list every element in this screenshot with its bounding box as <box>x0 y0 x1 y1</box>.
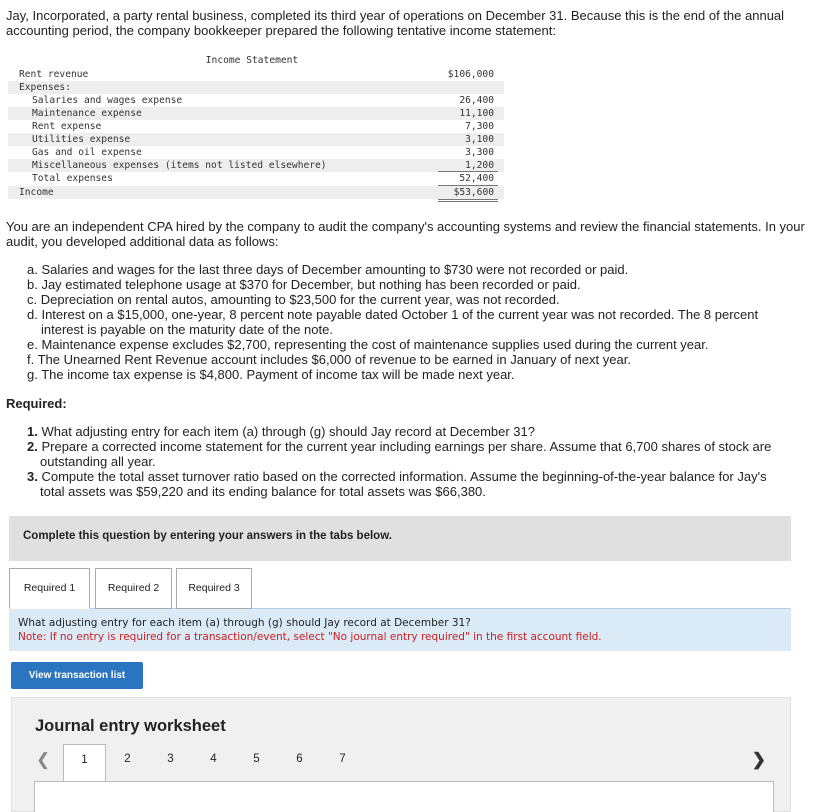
is-row-misc: Miscellaneous expenses (items not listed elsewhere) 1,200 <box>8 159 504 172</box>
page-1[interactable]: 1 <box>63 744 106 784</box>
list-item: b. Jay estimated telephone usage at $370 for December, but nothing has been recorded or paid. <box>27 277 581 292</box>
page-5[interactable]: 5 <box>253 753 260 765</box>
question-text: What adjusting entry for each item (a) through (g) should Jay record at December 31? <box>18 617 471 629</box>
required-heading: Required: <box>6 396 67 411</box>
requirement-item: 1. What adjusting entry for each item (a) through (g) should Jay record at December 31? <box>27 424 535 439</box>
page-4[interactable]: 4 <box>210 753 217 765</box>
list-item: f. The Unearned Rent Revenue account includes $6,000 of revenue to be earned in January of next year. <box>27 352 631 367</box>
audit-items-list <box>27 262 807 382</box>
instructions-banner <box>9 516 791 561</box>
question-note: Note: If no entry is required for a transaction/event, select "No journal entry required" in the first account field. <box>18 631 602 643</box>
page-6[interactable]: 6 <box>296 753 303 765</box>
chevron-right-icon[interactable]: ❯ <box>751 750 766 769</box>
income-statement-title: Income Statement <box>205 55 299 66</box>
requirements-list <box>27 424 797 499</box>
is-row-gas-oil: Gas and oil expense 3,300 <box>32 147 494 158</box>
list-item: e. Maintenance expense excludes $2,700, representing the cost of maintenance supplies used during the current year. <box>27 337 709 352</box>
tab-required-2[interactable]: Required 2 <box>95 568 172 609</box>
income-statement <box>8 53 504 204</box>
tab-required-3[interactable]: Required 3 <box>176 568 252 609</box>
requirement-item: 2. Prepare a corrected income statement for the current year including earnings per share. Assume that 6,700 shares of stock are <box>27 439 772 454</box>
worksheet-entry-area[interactable] <box>34 781 774 812</box>
journal-entry-worksheet <box>11 697 791 812</box>
audit-intro: You are an independent CPA hired by the company to audit the company's accounting systems and review the financial statements. In your audit, you developed additional data as follows: <box>6 219 805 249</box>
worksheet-title: Journal entry worksheet <box>35 717 226 735</box>
instructions-text: Complete this question by entering your answers in the tabs below. <box>23 530 392 542</box>
requirement-continuation: total assets was $59,220 and its ending balance for total assets was $66,380. <box>40 484 486 499</box>
list-item: d. Interest on a $15,000, one-year, 8 percent note payable dated October 1 of the current year was not recorded. The 8 percent <box>27 307 759 322</box>
requirement-item: 3. Compute the total asset turnover ratio based on the corrected information. Assume the beginning-of-the-year balance for Jay's <box>27 469 767 484</box>
view-transaction-list-button[interactable]: View transaction list <box>11 662 143 689</box>
list-item: g. The income tax expense is $4,800. Payment of income tax will be made next year. <box>27 367 515 382</box>
is-double-rule-1 <box>438 199 498 200</box>
page-2[interactable]: 2 <box>124 753 131 765</box>
is-row-rent-revenue: Rent revenue $106,000 <box>19 69 494 80</box>
worksheet-pager <box>30 744 772 784</box>
is-row-expenses-header: Expenses: <box>8 81 504 94</box>
is-row-rent-expense: Rent expense 7,300 <box>32 121 494 132</box>
is-row-utilities: Utilities expense 3,100 <box>8 133 504 146</box>
requirement-continuation: outstanding all year. <box>40 454 156 469</box>
page-3[interactable]: 3 <box>167 753 174 765</box>
question-panel <box>9 608 791 651</box>
is-row-total-expenses: Total expenses 52,400 <box>32 173 494 184</box>
problem-intro: Jay, Incorporated, a party rental business, completed its third year of operations on December 31. Because this is the end of the annual accounting period, the company bookkeeper prepared the following tentative income statement: <box>6 8 785 38</box>
is-row-income: Income $53,600 <box>8 186 504 199</box>
is-row-salaries: Salaries and wages expense 26,400 <box>32 95 494 106</box>
is-row-maintenance: Maintenance expense 11,100 <box>8 107 504 120</box>
list-item: c. Depreciation on rental autos, amounting to $23,500 for the current year, was not recorded. <box>27 292 560 307</box>
list-item-continuation: interest is payable on the maturity date of the note. <box>41 322 333 337</box>
page-7[interactable]: 7 <box>339 753 346 765</box>
tab-required-1[interactable]: Required 1 <box>9 568 90 609</box>
is-double-rule-2 <box>438 201 498 202</box>
chevron-left-icon[interactable]: ❮ <box>36 750 51 769</box>
list-item: a. Salaries and wages for the last three days of December amounting to $730 were not recorded or paid. <box>27 262 629 277</box>
